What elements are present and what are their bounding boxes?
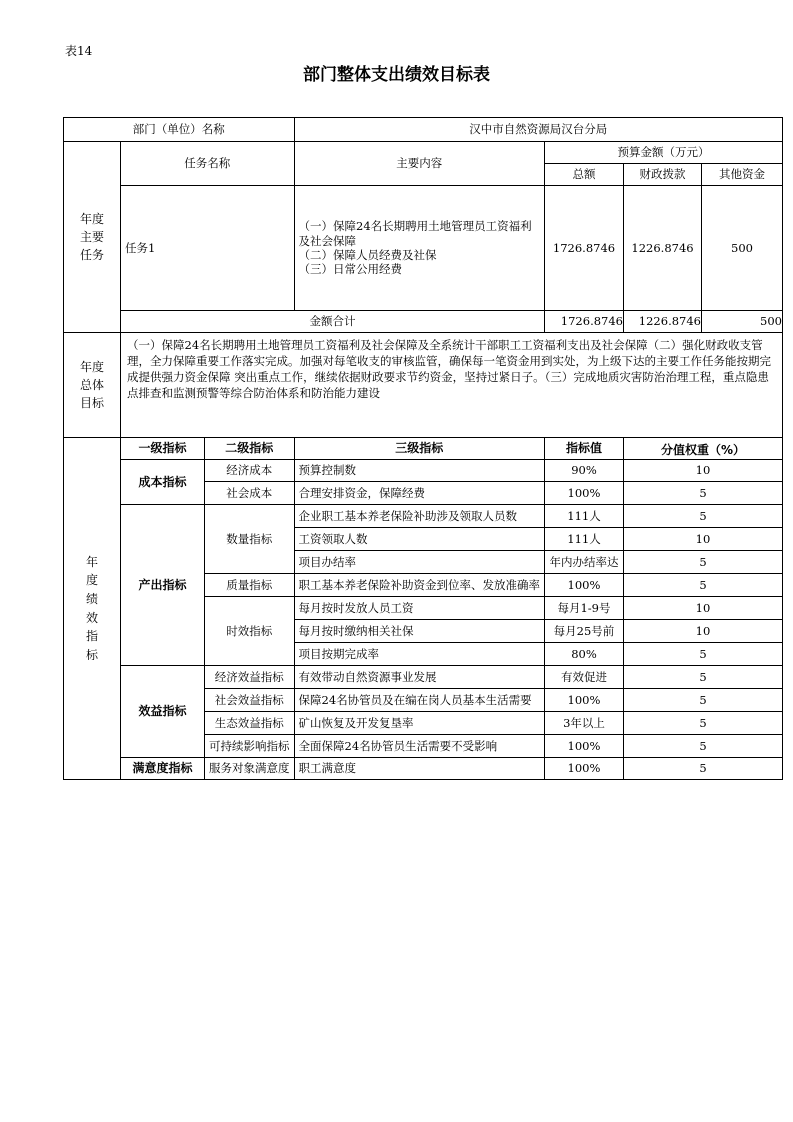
other-header: 其他资金 bbox=[702, 164, 783, 186]
level2-cell: 可持续影响指标 bbox=[205, 735, 295, 758]
value-cell: 111人 bbox=[545, 505, 624, 528]
value-cell: 100% bbox=[545, 735, 624, 758]
budget-header: 预算金额（万元） bbox=[545, 142, 783, 164]
level3-cell: 职工满意度 bbox=[294, 758, 545, 780]
level3-cell: 保障24名协管员及在编在岗人员基本生活需要 bbox=[294, 689, 545, 712]
value-cell: 年内办结率达 bbox=[545, 551, 624, 574]
level1-output: 产出指标 bbox=[121, 505, 205, 666]
level2-timeliness: 时效指标 bbox=[205, 597, 295, 666]
annual-tasks-label: 年度 主要 任务 bbox=[64, 142, 121, 333]
form-number: 表14 bbox=[65, 44, 93, 58]
value-cell: 80% bbox=[545, 643, 624, 666]
value-cell: 100% bbox=[545, 482, 624, 505]
indicators-label: 年 度 绩 效 指 标 bbox=[64, 438, 121, 780]
annual-goal-text: （一）保障24名长期聘用土地管理员工资福利及社会保障及全系统计干部职工工资福利支出及社会保障（二）强化财政收支管理，全力保障重要工作落实完成。加强对每笔收支的审核监管，确保每一笔资金用到实处，为上级下达的主要工作任务能按期完成提供强力资金保障 突出重点工作，继续依据财政要求节约资金，坚持过紧日子。（三）完成地质灾害防治治理工程，重点隐患点排查和监测预警等综合防治体系和防治能力建设 bbox=[121, 333, 783, 438]
task-fiscal: 1226.8746 bbox=[624, 186, 702, 311]
dept-label: 部门（单位）名称 bbox=[64, 118, 295, 142]
content-header: 主要内容 bbox=[294, 142, 545, 186]
dept-name: 汉中市自然资源局汉台分局 bbox=[294, 118, 783, 142]
weight-cell: 10 bbox=[624, 620, 783, 643]
sum-fiscal: 1226.8746 bbox=[624, 311, 702, 333]
value-cell: 100% bbox=[545, 758, 624, 780]
weight-cell: 5 bbox=[624, 505, 783, 528]
sum-total: 1726.8746 bbox=[545, 311, 624, 333]
value-cell: 3年以上 bbox=[545, 712, 624, 735]
weight-header: 分值权重（%） bbox=[624, 438, 783, 460]
weight-cell: 10 bbox=[624, 528, 783, 551]
weight-cell: 5 bbox=[624, 551, 783, 574]
weight-cell: 10 bbox=[624, 597, 783, 620]
level1-cost: 成本指标 bbox=[121, 460, 205, 505]
performance-target-table bbox=[63, 117, 783, 780]
level1-header: 一级指标 bbox=[121, 438, 205, 460]
level2-cell: 服务对象满意度 bbox=[205, 758, 295, 780]
task-other: 500 bbox=[702, 186, 783, 311]
level2-cell: 生态效益指标 bbox=[205, 712, 295, 735]
weight-cell: 5 bbox=[624, 689, 783, 712]
task-name-header: 任务名称 bbox=[121, 142, 295, 186]
total-header: 总额 bbox=[545, 164, 624, 186]
level3-cell: 项目办结率 bbox=[294, 551, 545, 574]
level2-cell: 社会成本 bbox=[205, 482, 295, 505]
level2-quantity: 数量指标 bbox=[205, 505, 295, 574]
level3-cell: 每月按时缴纳相关社保 bbox=[294, 620, 545, 643]
level3-cell: 工资领取人数 bbox=[294, 528, 545, 551]
value-cell: 每月25号前 bbox=[545, 620, 624, 643]
task-name: 任务1 bbox=[121, 186, 295, 311]
level2-cell: 经济成本 bbox=[205, 460, 295, 482]
level3-cell: 每月按时发放人员工资 bbox=[294, 597, 545, 620]
value-cell: 90% bbox=[545, 460, 624, 482]
level3-cell: 项目按期完成率 bbox=[294, 643, 545, 666]
level3-cell: 全面保障24名协管员生活需要不受影响 bbox=[294, 735, 545, 758]
page-title: 部门整体支出绩效目标表 bbox=[303, 65, 490, 85]
sum-label: 金额合计 bbox=[121, 311, 545, 333]
value-cell: 100% bbox=[545, 574, 624, 597]
level2-header: 二级指标 bbox=[205, 438, 295, 460]
value-cell: 100% bbox=[545, 689, 624, 712]
level3-cell: 矿山恢复及开发复垦率 bbox=[294, 712, 545, 735]
level3-header: 三级指标 bbox=[294, 438, 545, 460]
weight-cell: 5 bbox=[624, 712, 783, 735]
weight-cell: 5 bbox=[624, 758, 783, 780]
task-content: （一）保障24名长期聘用土地管理员工资福利及社会保障 （二）保障人员经费及社保 （三）日常公用经费 bbox=[294, 186, 545, 311]
level3-cell: 有效带动自然资源事业发展 bbox=[294, 666, 545, 689]
level2-quality: 质量指标 bbox=[205, 574, 295, 597]
value-cell: 每月1-9号 bbox=[545, 597, 624, 620]
weight-cell: 5 bbox=[624, 574, 783, 597]
annual-goal-label: 年度 总体 目标 bbox=[64, 333, 121, 438]
sum-other: 500 bbox=[702, 311, 783, 333]
weight-cell: 5 bbox=[624, 643, 783, 666]
level2-cell: 经济效益指标 bbox=[205, 666, 295, 689]
weight-cell: 5 bbox=[624, 666, 783, 689]
level3-cell: 合理安排资金，保障经费 bbox=[294, 482, 545, 505]
level2-cell: 社会效益指标 bbox=[205, 689, 295, 712]
level3-cell: 职工基本养老保险补助资金到位率、发放准确率 bbox=[294, 574, 545, 597]
value-cell: 111人 bbox=[545, 528, 624, 551]
level3-cell: 预算控制数 bbox=[294, 460, 545, 482]
weight-cell: 5 bbox=[624, 735, 783, 758]
weight-cell: 10 bbox=[624, 460, 783, 482]
level3-cell: 企业职工基本养老保险补助涉及领取人员数 bbox=[294, 505, 545, 528]
task-total: 1726.8746 bbox=[545, 186, 624, 311]
weight-cell: 5 bbox=[624, 482, 783, 505]
level1-benefit: 效益指标 bbox=[121, 666, 205, 758]
fiscal-header: 财政拨款 bbox=[624, 164, 702, 186]
value-cell: 有效促进 bbox=[545, 666, 624, 689]
value-header: 指标值 bbox=[545, 438, 624, 460]
level1-satisfaction: 满意度指标 bbox=[121, 758, 205, 780]
